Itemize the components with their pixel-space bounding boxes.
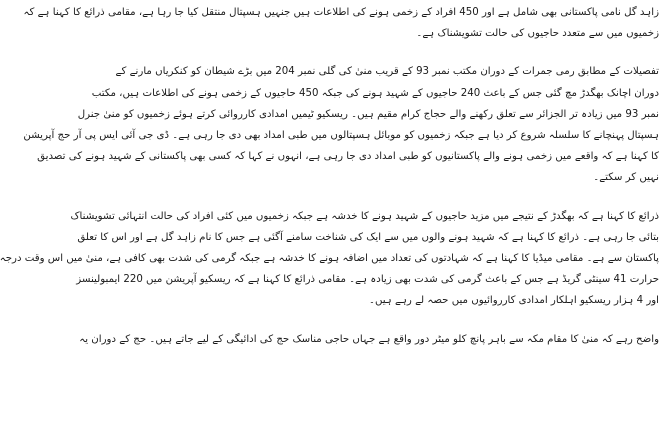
text-line: کا کہنا ہے کہ واقعے میں زخمی ہونے والے پاکستانیوں کو طبی امداد دی جا رہی ہے، انہوں نے کہا کہ کسی بھی پاکستانی کے شہید ہونے کی تصدیق: [37, 151, 659, 163]
paragraph-details: [23, 61, 659, 188]
text-line: واضح رہے کہ منیٰ کا مقام مکہ سے باہر پانچ کلو میٹر دور واقع ہے جہاں حاجی مناسک حج کی ادائیگی کے لیے جاتے ہیں۔ حج کے دوران یہ: [79, 333, 659, 345]
paragraph-sources: [0, 206, 659, 312]
text-line: ہسپتال پہنچانے کا سلسلہ شروع کر دیا ہے جبکہ زخمیوں کو موبائل ہسپتالوں میں طبی امداد بھی دی جا رہی ہے۔ ڈی جی آئی ایس پی آر حج آپریشن: [23, 130, 659, 142]
text-line: پاکستان سے ہے۔ مقامی میڈیا کا کہنا ہے کہ شہادتوں کی تعداد میں اضافہ ہونے کا خدشہ ہے جبکہ گرمی کی شدت بھی کافی ہے، منیٰ میں اس وقت درجہ: [0, 253, 659, 265]
text-line: نمبر 93 میں زیادہ تر الجزائر سے تعلق رکھنے والے حجاج کرام مقیم ہیں۔ ریسکیو ٹیمیں امدادی کارروائی کرتے ہوئے زخمیوں کو منیٰ جنرل: [77, 108, 659, 120]
paragraph-intro: [23, 2, 659, 44]
text-line: ذرائع کا کہنا ہے کہ بھگدڑ کے نتیجے میں مزید حاجیوں کے شہید ہونے کا خدشہ ہے جبکہ زخمیوں میں کئی افراد کی حالت انتہائی تشویشناک: [70, 210, 659, 222]
paragraph-context: [79, 329, 659, 350]
text-line: زخمیوں میں سے متعدد حاجیوں کی حالت تشویشناک ہے۔: [416, 28, 659, 40]
text-line: نہیں کر سکتے۔: [593, 172, 659, 184]
text-line: دوران اچانک بھگدڑ مچ گئی جس کے باعث 240 حاجیوں کے شہید ہونے کی جبکہ 450 حاجیوں کے زخمی ہونے کی اطلاعات ہیں، مکتب: [91, 87, 659, 99]
text-line: بتائی جا رہی ہے۔ ذرائع کا کہنا ہے کہ شہید ہونے والوں میں سے ایک کی شناخت سامنے آگئی ہے جس کا نام زاہد گل ہے اور اس کا تعلق: [77, 231, 659, 243]
text-line: زاہد گل نامی پاکستانی بھی شامل ہے اور 450 افراد کے زخمی ہونے کی اطلاعات ہیں جنہیں ہسپتال منتقل کیا جا رہا ہے، مقامی ذرائع کا کہنا ہے کہ: [23, 7, 659, 18]
text-line: اور 4 ہزار ریسکیو اہلکار امدادی کارروائیوں میں حصہ لے رہے ہیں۔: [368, 295, 659, 307]
text-line: حرارت 41 سینٹی گریڈ ہے جس کے باعث گرمی کی شدت بھی زیادہ ہے۔ مقامی ذرائع کا کہنا ہے کہ ریسکیو آپریشن میں 220 ایمبولینسز: [76, 274, 659, 286]
text-line: تفصیلات کے مطابق رمی جمرات کے دوران مکتب نمبر 93 کے قریب منیٰ کی گلی نمبر 204 میں بڑے شیطان کو کنکریاں مارنے کے: [115, 66, 659, 78]
